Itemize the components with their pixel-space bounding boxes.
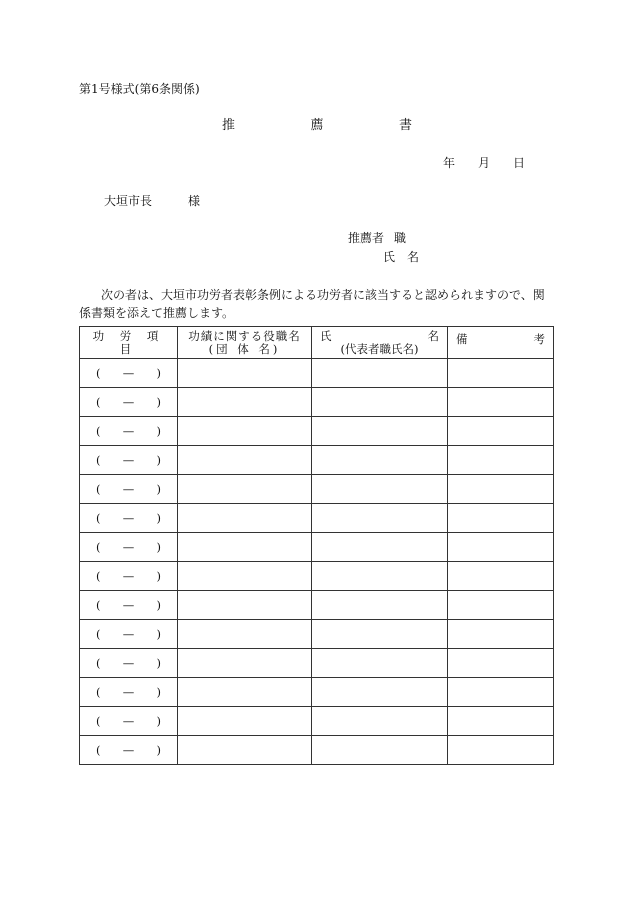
merit-close: ) (156, 511, 161, 525)
merit-cell[interactable] (80, 417, 178, 446)
merit-cell-content (80, 424, 177, 438)
merit-dash: — (122, 714, 135, 728)
recommender-name-line (383, 250, 419, 264)
remarks-cell[interactable] (448, 620, 554, 649)
remarks-cell[interactable] (448, 649, 554, 678)
recommender-label: 推薦者 (348, 231, 385, 245)
merit-dash: — (122, 424, 135, 438)
recommender-line (348, 231, 406, 245)
merit-open: ( (96, 685, 101, 699)
recommender-name-label-1: 氏 (383, 250, 396, 264)
merit-dash: — (122, 569, 135, 583)
merit-dash: — (122, 366, 135, 380)
month-label: 月 (477, 156, 490, 170)
name-cell[interactable] (312, 446, 448, 475)
merit-cell-content (80, 482, 177, 496)
remarks-cell[interactable] (448, 359, 554, 388)
table-row (80, 504, 554, 533)
merit-cell[interactable] (80, 533, 178, 562)
name-cell[interactable] (312, 417, 448, 446)
name-cell[interactable] (312, 620, 448, 649)
merit-cell[interactable] (80, 504, 178, 533)
name-cell[interactable] (312, 475, 448, 504)
name-cell[interactable] (312, 591, 448, 620)
title-char-1: 推 (222, 118, 236, 133)
header-remarks (448, 327, 554, 359)
table-row (80, 649, 554, 678)
post-cell[interactable] (178, 736, 312, 765)
post-cell[interactable] (178, 707, 312, 736)
table-row (80, 388, 554, 417)
header-post (178, 327, 312, 359)
merit-close: ) (156, 598, 161, 612)
merit-close: ) (156, 656, 161, 670)
header-merit: 功 労 項 目 (80, 327, 178, 359)
merit-dash: — (122, 511, 135, 525)
merit-close: ) (156, 569, 161, 583)
merit-dash: — (122, 482, 135, 496)
header-post-line2: (団 体 名) (208, 341, 281, 356)
merit-cell-content (80, 598, 177, 612)
title-char-3: 書 (398, 118, 412, 133)
merit-cell[interactable] (80, 591, 178, 620)
merit-dash: — (122, 685, 135, 699)
name-cell[interactable] (312, 736, 448, 765)
merit-close: ) (156, 424, 161, 438)
merit-dash: — (122, 627, 135, 641)
merit-dash: — (122, 656, 135, 670)
merit-dash: — (122, 453, 135, 467)
addressee-honorific: 様 (188, 194, 201, 208)
header-remarks-right: 考 (533, 332, 545, 346)
merit-dash: — (122, 598, 135, 612)
table-row (80, 678, 554, 707)
document-title (222, 119, 412, 133)
table-header-row (80, 327, 554, 359)
merit-open: ( (96, 424, 101, 438)
name-cell[interactable] (312, 649, 448, 678)
merit-cell-content (80, 627, 177, 641)
post-cell[interactable] (178, 446, 312, 475)
merit-cell[interactable] (80, 562, 178, 591)
name-cell[interactable] (312, 388, 448, 417)
merit-cell-content (80, 569, 177, 583)
merit-dash: — (122, 540, 135, 554)
merit-close: ) (156, 743, 161, 757)
table-body (80, 359, 554, 765)
post-cell[interactable] (178, 504, 312, 533)
merit-cell[interactable] (80, 359, 178, 388)
merit-cell[interactable] (80, 678, 178, 707)
table-row (80, 620, 554, 649)
table-row (80, 736, 554, 765)
merit-close: ) (156, 540, 161, 554)
merit-close: ) (156, 453, 161, 467)
post-cell[interactable] (178, 417, 312, 446)
merit-close: ) (156, 714, 161, 728)
addressee-name: 大垣市長 (104, 194, 153, 208)
title-char-2: 薦 (310, 118, 324, 133)
merit-cell[interactable] (80, 707, 178, 736)
remarks-cell[interactable] (448, 504, 554, 533)
remarks-cell[interactable] (448, 591, 554, 620)
header-remarks-left: 備 (456, 332, 468, 346)
merit-close: ) (156, 627, 161, 641)
merit-cell-content (80, 395, 177, 409)
merit-open: ( (96, 511, 101, 525)
header-name-left: 氏 (320, 328, 332, 343)
merit-cell-content (80, 656, 177, 670)
merit-cell-content (80, 366, 177, 380)
name-cell[interactable] (312, 359, 448, 388)
recommender-name-label-2: 名 (407, 250, 420, 264)
remarks-cell[interactable] (448, 388, 554, 417)
post-cell[interactable] (178, 620, 312, 649)
remarks-cell[interactable] (448, 678, 554, 707)
remarks-cell[interactable] (448, 417, 554, 446)
merit-open: ( (96, 598, 101, 612)
merit-cell-content (80, 685, 177, 699)
remarks-cell[interactable] (448, 446, 554, 475)
post-cell[interactable] (178, 591, 312, 620)
merit-cell[interactable] (80, 388, 178, 417)
merit-open: ( (96, 743, 101, 757)
header-post-line1: 功績に関する役職名 (188, 328, 301, 343)
merit-close: ) (156, 395, 161, 409)
day-label: 日 (512, 156, 525, 170)
table-row (80, 475, 554, 504)
merit-dash: — (122, 395, 135, 409)
post-cell[interactable] (178, 388, 312, 417)
merit-open: ( (96, 453, 101, 467)
table-row (80, 591, 554, 620)
post-cell[interactable] (178, 475, 312, 504)
name-cell[interactable] (312, 707, 448, 736)
post-cell[interactable] (178, 649, 312, 678)
remarks-cell[interactable] (448, 475, 554, 504)
table-row (80, 446, 554, 475)
table-row (80, 359, 554, 388)
merit-cell-content (80, 540, 177, 554)
body-text: 次の者は、大垣市功労者表彰条例による功労者に該当すると認められますので、関係書類を添えて推薦します。 (79, 288, 545, 320)
post-cell[interactable] (178, 562, 312, 591)
merit-cell-content (80, 714, 177, 728)
merit-cell[interactable] (80, 475, 178, 504)
merit-close: ) (156, 366, 161, 380)
merit-cell-content (80, 743, 177, 757)
merit-open: ( (96, 482, 101, 496)
merit-cell[interactable] (80, 649, 178, 678)
year-label: 年 (443, 156, 456, 170)
name-cell[interactable] (312, 562, 448, 591)
post-cell[interactable] (178, 678, 312, 707)
remarks-cell[interactable] (448, 707, 554, 736)
merit-open: ( (96, 540, 101, 554)
merit-cell[interactable] (80, 446, 178, 475)
merit-close: ) (156, 685, 161, 699)
remarks-cell[interactable] (448, 736, 554, 765)
header-name-right: 名 (427, 328, 439, 343)
form-number: 第1号様式(第6条関係) (79, 82, 200, 96)
merit-open: ( (96, 656, 101, 670)
table-row (80, 417, 554, 446)
merit-open: ( (96, 366, 101, 380)
name-cell[interactable] (312, 533, 448, 562)
remarks-cell[interactable] (448, 562, 554, 591)
table-row (80, 562, 554, 591)
merit-cell[interactable] (80, 620, 178, 649)
addressee (104, 194, 200, 208)
recommender-job-label: 職 (394, 231, 407, 245)
merit-open: ( (96, 569, 101, 583)
merit-open: ( (96, 627, 101, 641)
merit-cell-content (80, 453, 177, 467)
table-row (80, 533, 554, 562)
post-cell[interactable] (178, 533, 312, 562)
merit-cell[interactable] (80, 736, 178, 765)
header-name (312, 327, 448, 359)
nominee-table (79, 326, 554, 765)
name-cell[interactable] (312, 504, 448, 533)
merit-dash: — (122, 743, 135, 757)
merit-cell-content (80, 511, 177, 525)
merit-open: ( (96, 395, 101, 409)
merit-open: ( (96, 714, 101, 728)
date-line (443, 156, 525, 170)
merit-close: ) (156, 482, 161, 496)
post-cell[interactable] (178, 359, 312, 388)
table-row (80, 707, 554, 736)
header-name-line1 (312, 330, 447, 343)
name-cell[interactable] (312, 678, 448, 707)
remarks-cell[interactable] (448, 533, 554, 562)
header-name-line2: (代表者職氏名) (340, 341, 419, 356)
